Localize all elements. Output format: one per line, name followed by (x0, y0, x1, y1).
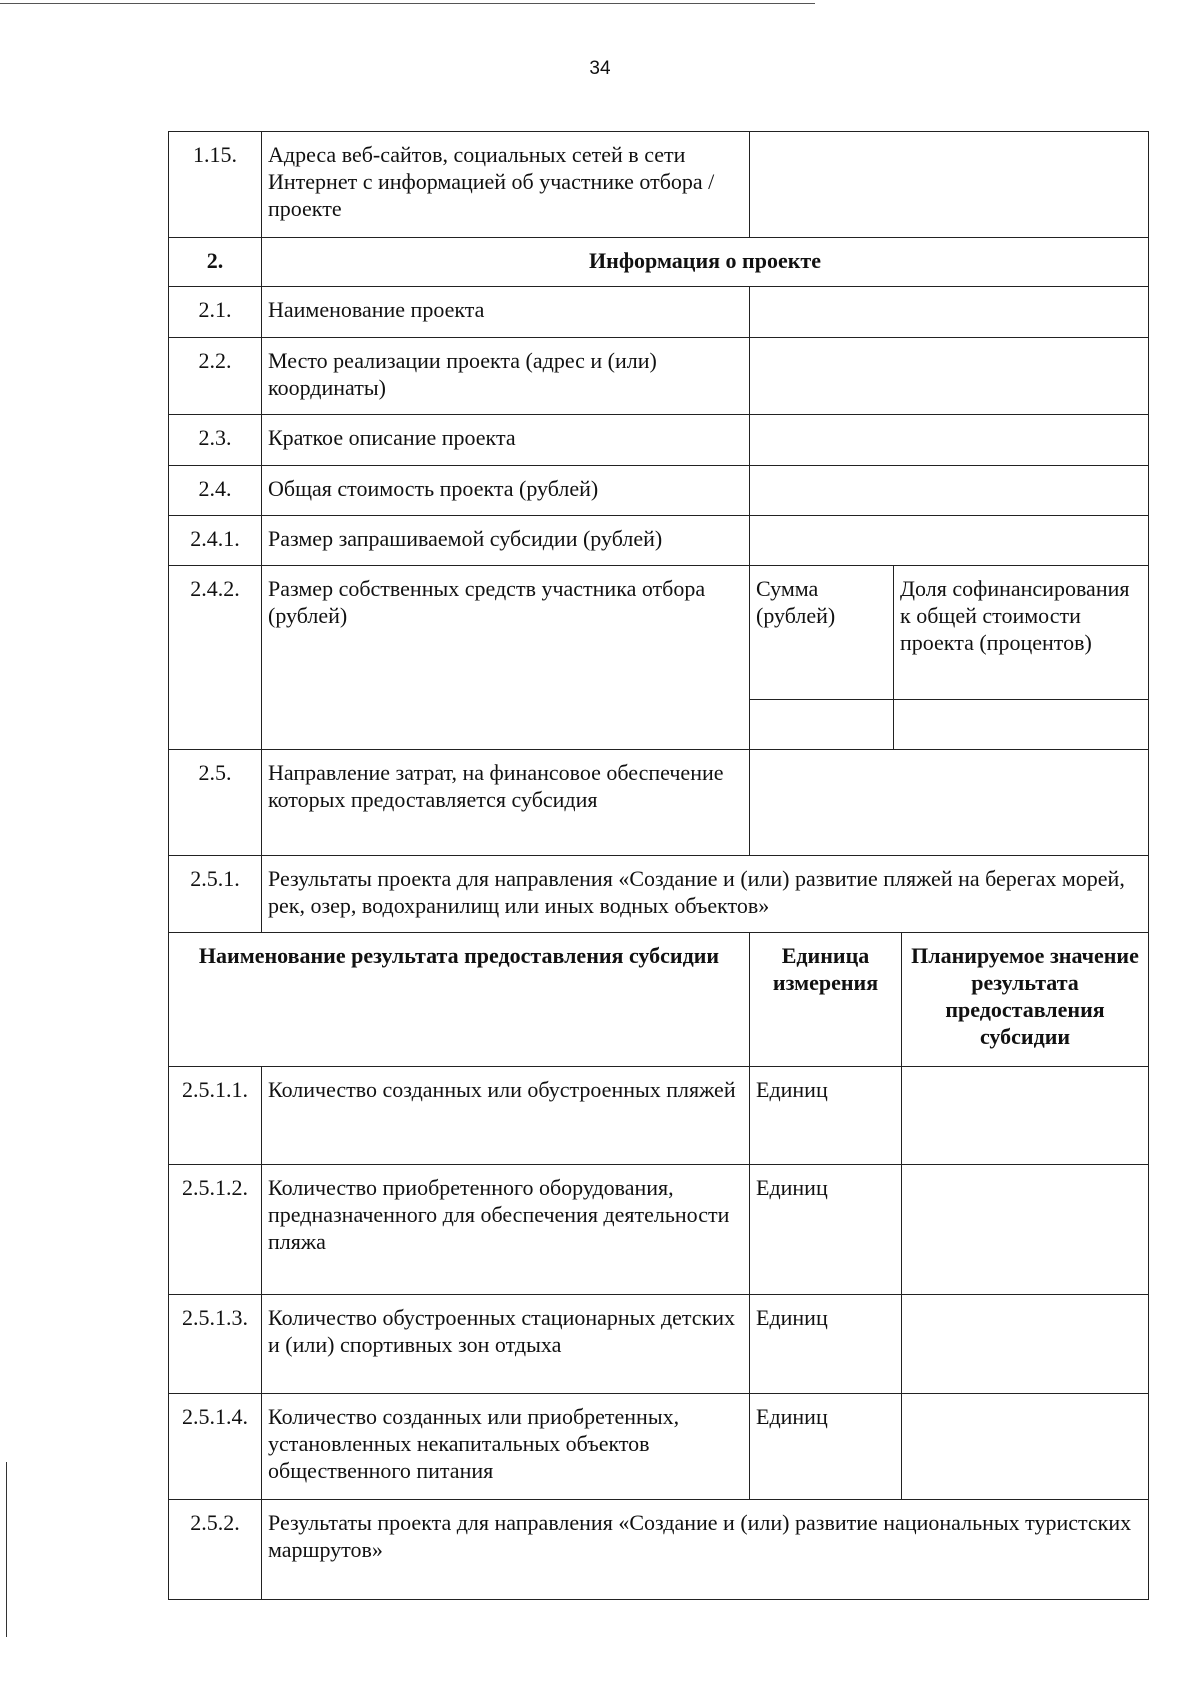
row-number: 2.3. (169, 415, 262, 466)
planned-value-header: Планируемое значение результата предоставления субсидии (902, 933, 1149, 1067)
row-number: 2.5.1.4. (169, 1394, 262, 1500)
unit-cell: Единиц (750, 1295, 902, 1394)
table-row (169, 1500, 1149, 1600)
row-label: Адреса веб-сайтов, социальных сетей в сети Интернет с информацией об участнике отбора / проекте (262, 132, 750, 238)
row-number: 2.1. (169, 287, 262, 338)
row-label: Результаты проекта для направления «Создание и (или) развитие пляжей на берегах морей, рек, озер, водохранилищ или иных водных объектов» (262, 856, 1149, 933)
table-row (169, 750, 1149, 856)
table-row (169, 1295, 1149, 1394)
row-number: 2.5.1.2. (169, 1165, 262, 1295)
page-number: 34 (589, 58, 611, 79)
row-label: Количество приобретенного оборудования, предназначенного для обеспечения деятельности пляжа (262, 1165, 750, 1295)
row-label: Количество обустроенных стационарных детских и (или) спортивных зон отдыха (262, 1295, 750, 1394)
row-number: 2.5.1. (169, 856, 262, 933)
row-label: Количество созданных или приобретенных, установленных некапитальных объектов общественного питания (262, 1394, 750, 1500)
value-cell-planned-zones[interactable] (902, 1295, 1149, 1394)
row-number: 2.5. (169, 750, 262, 856)
row-label: Размер собственных средств участника отбора (рублей) (262, 566, 750, 750)
row-label: Размер запрашиваемой субсидии (рублей) (262, 516, 750, 566)
value-cell-project-name[interactable] (750, 287, 1149, 338)
value-cell-requested-subsidy[interactable] (750, 516, 1149, 566)
table-row (169, 516, 1149, 566)
value-cell-planned-catering[interactable] (902, 1394, 1149, 1500)
value-cell-cofinancing-share[interactable] (894, 700, 1149, 750)
row-number: 2.4.1. (169, 516, 262, 566)
value-cell-total-cost[interactable] (750, 466, 1149, 516)
value-cell-planned-equipment[interactable] (902, 1165, 1149, 1295)
table-row (169, 1067, 1149, 1165)
table-row (169, 1165, 1149, 1295)
unit-cell: Единиц (750, 1394, 902, 1500)
section-header-row (169, 238, 1149, 287)
value-cell-project-description[interactable] (750, 415, 1149, 466)
table-row (169, 132, 1149, 238)
row-label: Результаты проекта для направления «Создание и (или) развитие национальных туристских маршрутов» (262, 1500, 1149, 1600)
result-name-header: Наименование результата предоставления субсидии (169, 933, 750, 1067)
section-title: Информация о проекте (262, 238, 1149, 287)
row-label: Общая стоимость проекта (рублей) (262, 466, 750, 516)
row-number: 2.5.1.1. (169, 1067, 262, 1165)
scan-margin-line (6, 1462, 7, 1637)
row-number: 2.4. (169, 466, 262, 516)
value-cell-project-location[interactable] (750, 338, 1149, 415)
unit-header: Единица измерения (750, 933, 902, 1067)
cofinancing-share-label: Доля софинансирования к общей стоимости проекта (процентов) (894, 566, 1149, 700)
table-row (169, 856, 1149, 933)
row-number: 2.5.1.3. (169, 1295, 262, 1394)
table-row (169, 287, 1149, 338)
table-row (169, 1394, 1149, 1500)
table-row (169, 566, 1149, 700)
table-row (169, 415, 1149, 466)
table-row (169, 338, 1149, 415)
row-number: 1.15. (169, 132, 262, 238)
row-label: Направление затрат, на финансовое обеспечение которых предоставляется субсидия (262, 750, 750, 856)
row-number: 2.5.2. (169, 1500, 262, 1600)
row-label: Наименование проекта (262, 287, 750, 338)
value-cell-expense-direction[interactable] (750, 750, 1149, 856)
row-number: 2.4.2. (169, 566, 262, 750)
value-cell-planned-beaches[interactable] (902, 1067, 1149, 1165)
row-label: Краткое описание проекта (262, 415, 750, 466)
top-border-line (0, 3, 815, 4)
value-cell-websites[interactable] (750, 132, 1149, 238)
value-cell-own-funds-sum[interactable] (750, 700, 894, 750)
row-label: Место реализации проекта (адрес и (или) координаты) (262, 338, 750, 415)
row-label: Количество созданных или обустроенных пляжей (262, 1067, 750, 1165)
sum-label: Сумма (рублей) (750, 566, 894, 700)
table-row (169, 466, 1149, 516)
row-number: 2.2. (169, 338, 262, 415)
application-form-table (168, 131, 1149, 1600)
results-header-row (169, 933, 1149, 1067)
section-number: 2. (169, 238, 262, 287)
unit-cell: Единиц (750, 1067, 902, 1165)
unit-cell: Единиц (750, 1165, 902, 1295)
